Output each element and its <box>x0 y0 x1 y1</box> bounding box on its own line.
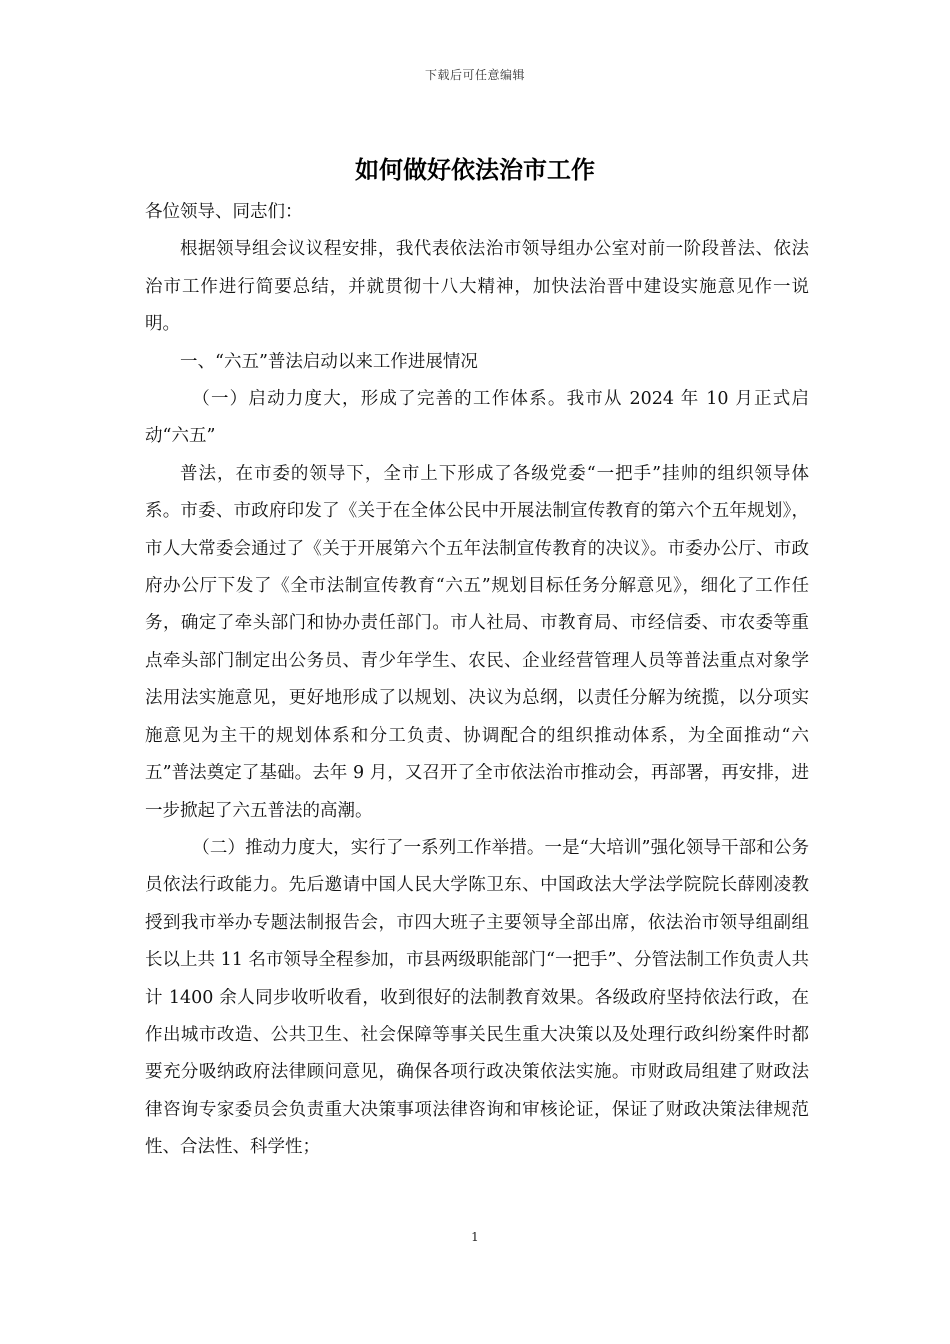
subsection-heading-1: （一）启动力度大，形成了完善的工作体系。我市从 2024 年 10 月正式启动“六五” <box>145 389 809 447</box>
paragraph-body-2: （二）推动力度大，实行了一系列工作举措。一是“大培训”强化领导干部和公务员依法行政能力。先后邀请中国人民大学陈卫东、中国政法大学法学院院长薛刚凌教授到我市举办专题法制报告会，市四大班子主要领导全部出席，依法治市领导组副组长以上共 11 名市领导全程参加，市县两级职能部门“一把手”、分管法制工作负责人共计 1400 余人同步收听收看，收到很好的法制教育效果。各级政府坚持依法行政，在作出城市改造、公共卫生、社会保障等事关民生重大决策以及处理行政纠纷案件时都要充分吸纳政府法律顾问意见，确保各项行政决策依法实施。市财政局组建了财政法律咨询专家委员会负责重大决策事项法律咨询和审核论证，保证了财政决策法律规范性、合法性、科学性； <box>145 837 809 1158</box>
salutation: 各位领导、同志们： <box>145 202 303 222</box>
header-note: 下载后可任意编辑 <box>424 68 525 82</box>
paragraph-body-1: 普法，在市委的领导下，全市上下形成了各级党委“一把手”挂帅的组织领导体系。市委、市政府印发了《关于在全体公民中开展法制宣传教育的第六个五年规划》，市人大常委会通过了《关于开展第六个五年法制宣传教育的决议》。市委办公厅、市政府办公厅下发了《全市法制宣传教育“六五”规划目标任务分解意见》，细化了工作任务，确定了牵头部门和协办责任部门。市人社局、市教育局、市经信委、市农委等重点牵头部门制定出公务员、青少年学生、农民、企业经营管理人员等普法重点对象学法用法实施意见，更好地形成了以规划、决议为总纲，以责任分解为统揽，以分项实施意见为主干的规划体系和分工负责、协调配合的组织推动体系，为全面推动“六五”普法奠定了基础。去年 9 月，又召开了全市依法治市推动会，再部署，再安排，进一步掀起了六五普法的高潮。 <box>145 463 809 821</box>
paragraph-intro: 根据领导组会议议程安排，我代表依法治市领导组办公室对前一阶段普法、依法治市工作进行简要总结，并就贯彻十八大精神，加快法治晋中建设实施意见作一说明。 <box>145 239 809 335</box>
section-heading: 一、“六五”普法启动以来工作进展情况 <box>180 351 478 372</box>
document-body <box>145 194 809 1167</box>
page-title: 如何做好依法治市工作 <box>355 155 595 184</box>
page-number: 1 <box>471 1230 479 1244</box>
